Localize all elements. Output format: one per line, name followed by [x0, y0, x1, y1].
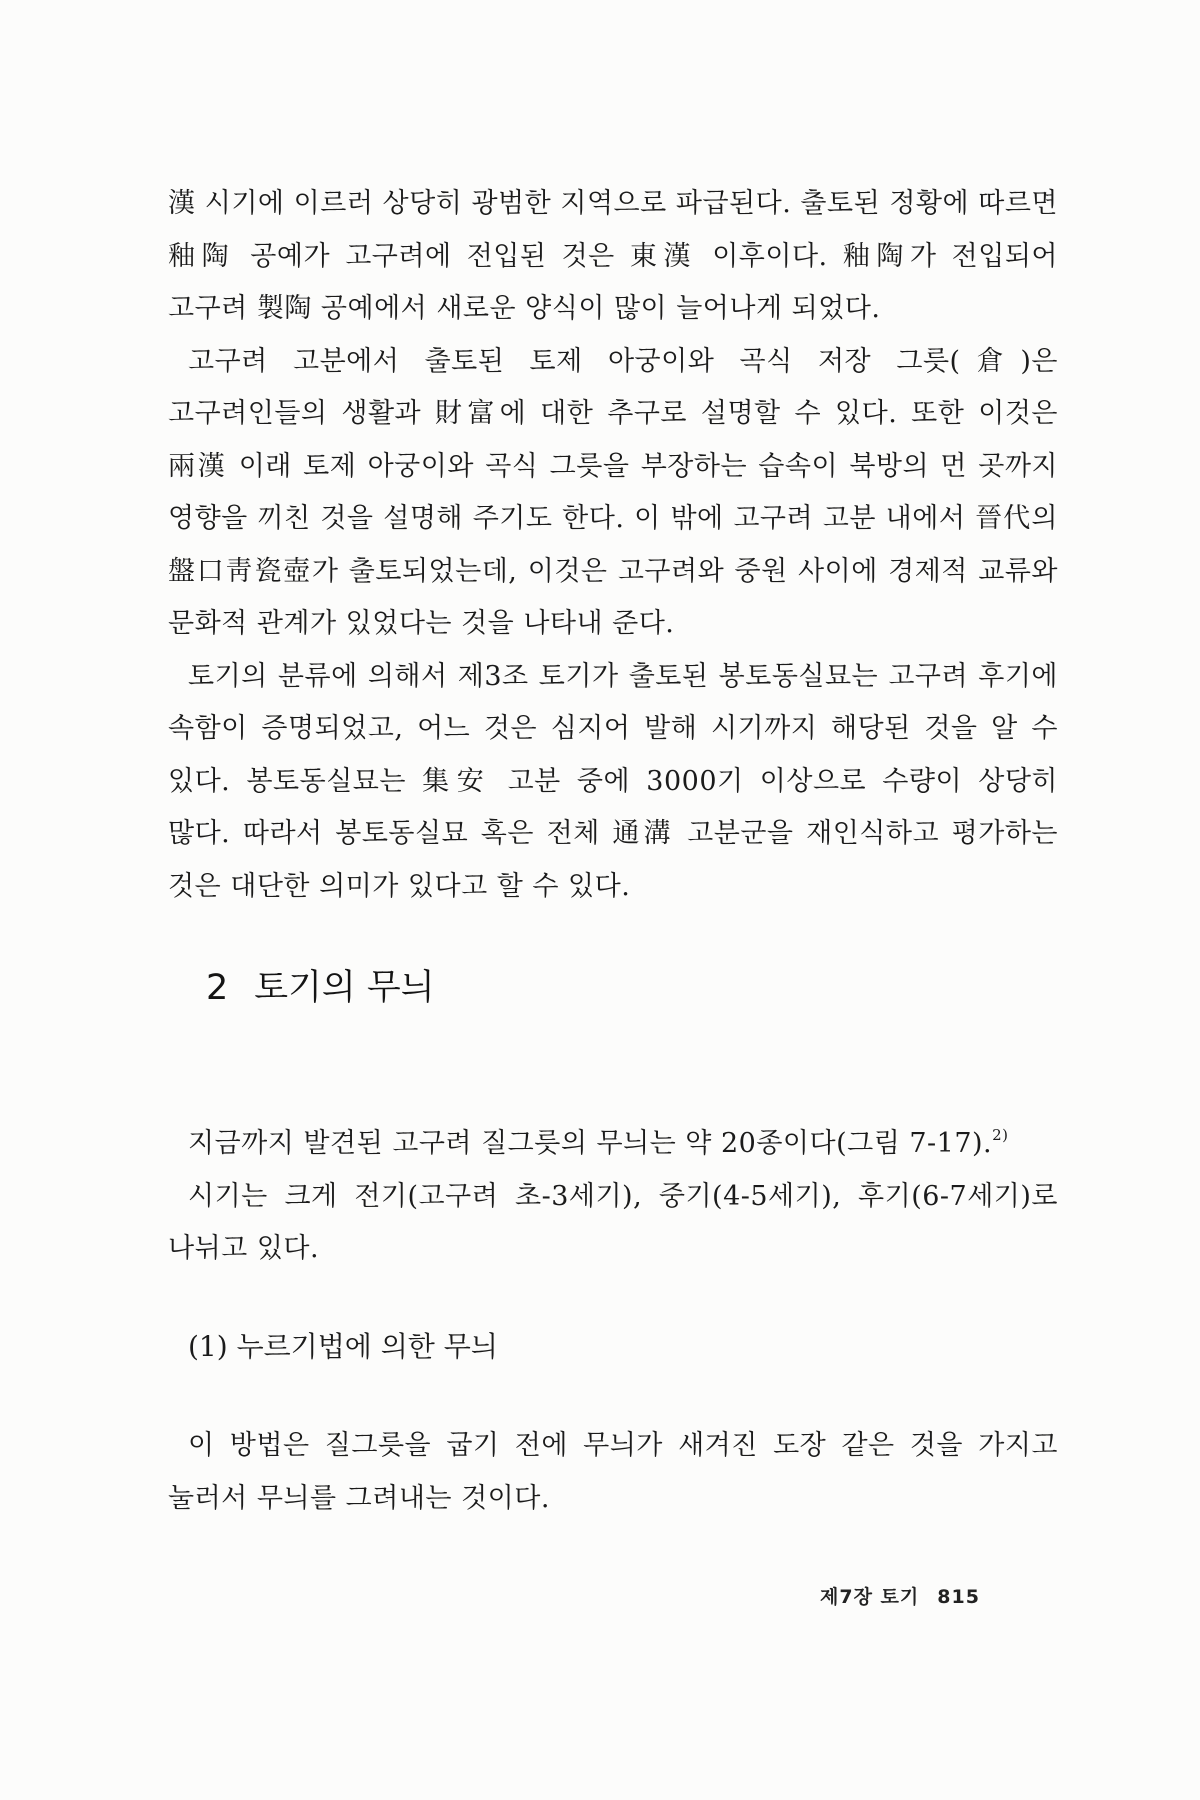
- section-title: 토기의 무늬: [254, 968, 435, 1008]
- text-block-top: [168, 178, 1058, 913]
- paragraph-4: [168, 1118, 1058, 1171]
- paragraph-6: 이 방법은 질그릇을 굽기 전에 무늬가 새겨진 도장 같은 것을 가지고 눌러서 무늬를 그려내는 것이다.: [168, 1430, 1058, 1514]
- running-footer-chapter: 제7장 토기: [820, 1586, 920, 1608]
- subsection-heading: (1) 누르기법에 의한 무늬: [188, 1330, 498, 1363]
- page-footer: [820, 1582, 980, 1609]
- text-block-mid: [168, 1118, 1058, 1276]
- paragraph-5: 시기는 크게 전기(고구려 초-3세기), 중기(4-5세기), 후기(6-7세기)로 나뉘고 있다.: [168, 1180, 1058, 1264]
- paragraph-4-text: 지금까지 발견된 고구려 질그릇의 무늬는 약 20종이다(그림 7-17).: [188, 1128, 993, 1159]
- section-number: 2: [206, 968, 229, 1008]
- footnote-ref: 2): [992, 1126, 1009, 1144]
- text-block-bottom: [168, 1420, 1058, 1525]
- section-heading: [206, 960, 434, 1010]
- paragraph-2: 고구려 고분에서 출토된 토제 아궁이와 곡식 저장 그릇(倉)은 고구려인들의 생활과 財富에 대한 추구로 설명할 수 있다. 또한 이것은 兩漢 이래 토제 아궁이와 곡식 그릇을 부장하는 습속이 북방의 먼 곳까지 영향을 끼친 것을 설명해 주기도 한다. 이 밖에 고구려 고분 내에서 晉代의 盤口靑瓷壺가 출토되었는데, 이것은 고구려와 중원 사이에 경제적 교류와 문화적 관계가 있었다는 것을 나타내 준다.: [168, 345, 1058, 639]
- paragraph-3: 토기의 분류에 의해서 제3조 토기가 출토된 봉토동실묘는 고구려 후기에 속함이 증명되었고, 어느 것은 심지어 발해 시기까지 해당된 것을 알 수 있다. 봉토동실묘는 集安 고분 중에 3000기 이상으로 수량이 상당히 많다. 따라서 봉토동실묘 혹은 전체 通溝 고분군을 재인식하고 평가하는 것은 대단한 의미가 있다고 할 수 있다.: [168, 660, 1058, 902]
- paragraph-1: 漢 시기에 이르러 상당히 광범한 지역으로 파급된다. 출토된 정황에 따르면 釉陶 공예가 고구려에 전입된 것은 東漢 이후이다. 釉陶가 전입되어 고구려 製陶 공예에서 새로운 양식이 많이 늘어나게 되었다.: [168, 188, 1058, 324]
- page-number: 815: [937, 1586, 980, 1608]
